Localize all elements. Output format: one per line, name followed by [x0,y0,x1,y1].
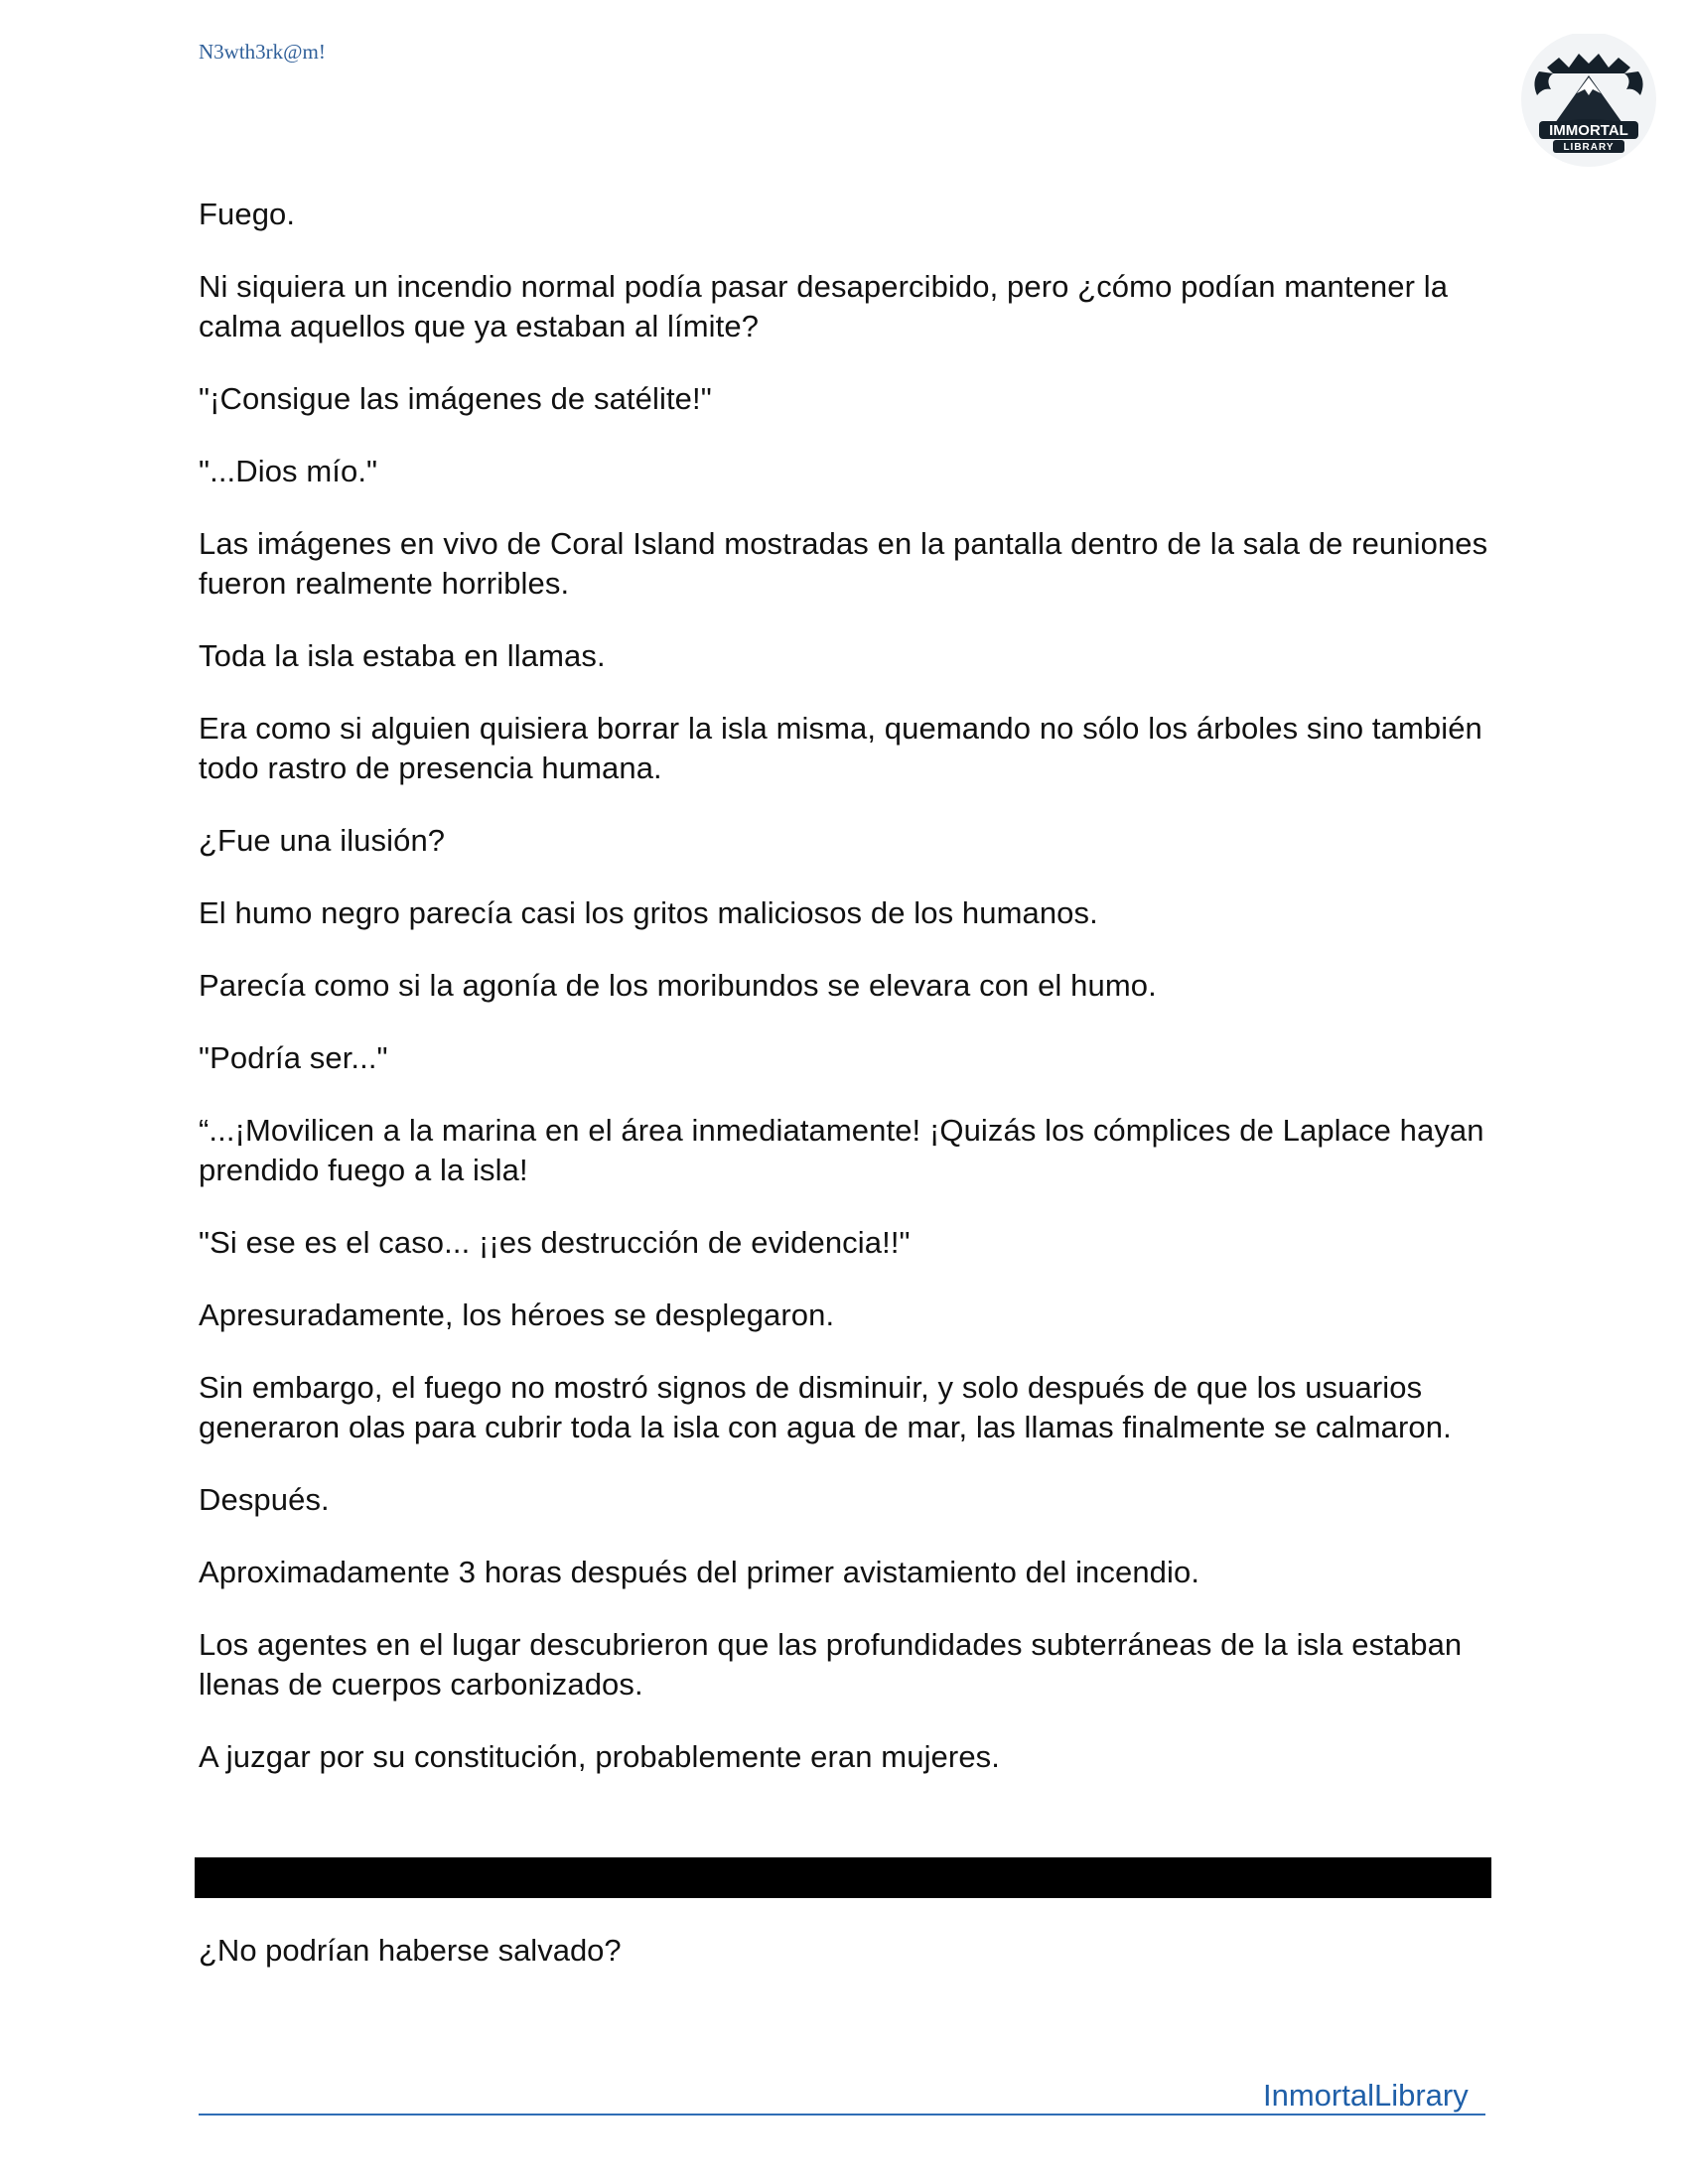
paragraph: Era como si alguien quisiera borrar la isla misma, quemando no sólo los árboles sino también todo rastro de presencia humana. [199,711,1482,785]
paragraph: Fuego. [199,197,296,231]
paragraph: A juzgar por su constitución, probablemente eran mujeres. [199,1739,1000,1774]
document-body [199,195,1489,1810]
paragraph: "¡Consigue las imágenes de satélite!" [199,381,712,416]
redaction-bar [195,1857,1491,1898]
paragraph: Las imágenes en vivo de Coral Island mostradas en la pantalla dentro de la sala de reuniones fueron realmente horribles. [199,526,1488,601]
logo-text-bottom: LIBRARY [1563,142,1615,153]
immortal-library-logo [1517,34,1660,171]
paragraph: Ni siquiera un incendio normal podía pasar desapercibido, pero ¿cómo podían mantener la calma aquellos que ya estaban al límite? [199,269,1449,343]
paragraph: Parecía como si la agonía de los moribundos se elevara con el humo. [199,968,1157,1003]
paragraph: "Podría ser..." [199,1040,388,1075]
footer-link[interactable]: InmortalLibrary [1263,2078,1469,2113]
logo-text-top: IMMORTAL [1549,122,1628,139]
paragraph: "Si ese es el caso... ¡¡es destrucción de evidencia!!" [199,1225,911,1260]
header-watermark: N3wth3rk@m! [199,40,326,64]
paragraph: Toda la isla estaba en llamas. [199,638,606,673]
paragraph: Después. [199,1482,330,1517]
paragraph: "...Dios mío." [199,454,378,488]
paragraph: Sin embargo, el fuego no mostró signos de disminuir, y solo después de que los usuarios generaron olas para cubrir toda la isla con agua de mar, las llamas finalmente se calmaron. [199,1370,1452,1444]
footer-divider [199,2114,1485,2116]
paragraph: Aproximadamente 3 horas después del primer avistamiento del incendio. [199,1555,1200,1589]
paragraph: “...¡Movilicen a la marina en el área inmediatamente! ¡Quizás los cómplices de Laplace hayan prendido fuego a la isla! [199,1113,1484,1187]
paragraph: El humo negro parecía casi los gritos maliciosos de los humanos. [199,895,1098,930]
paragraph: Apresuradamente, los héroes se desplegaron. [199,1297,835,1332]
paragraph: ¿Fue una ilusión? [199,823,446,858]
paragraph: Los agentes en el lugar descubrieron que las profundidades subterráneas de la isla estaban llenas de cuerpos carbonizados. [199,1627,1463,1702]
final-line: ¿No podrían haberse salvado? [199,1933,622,1968]
